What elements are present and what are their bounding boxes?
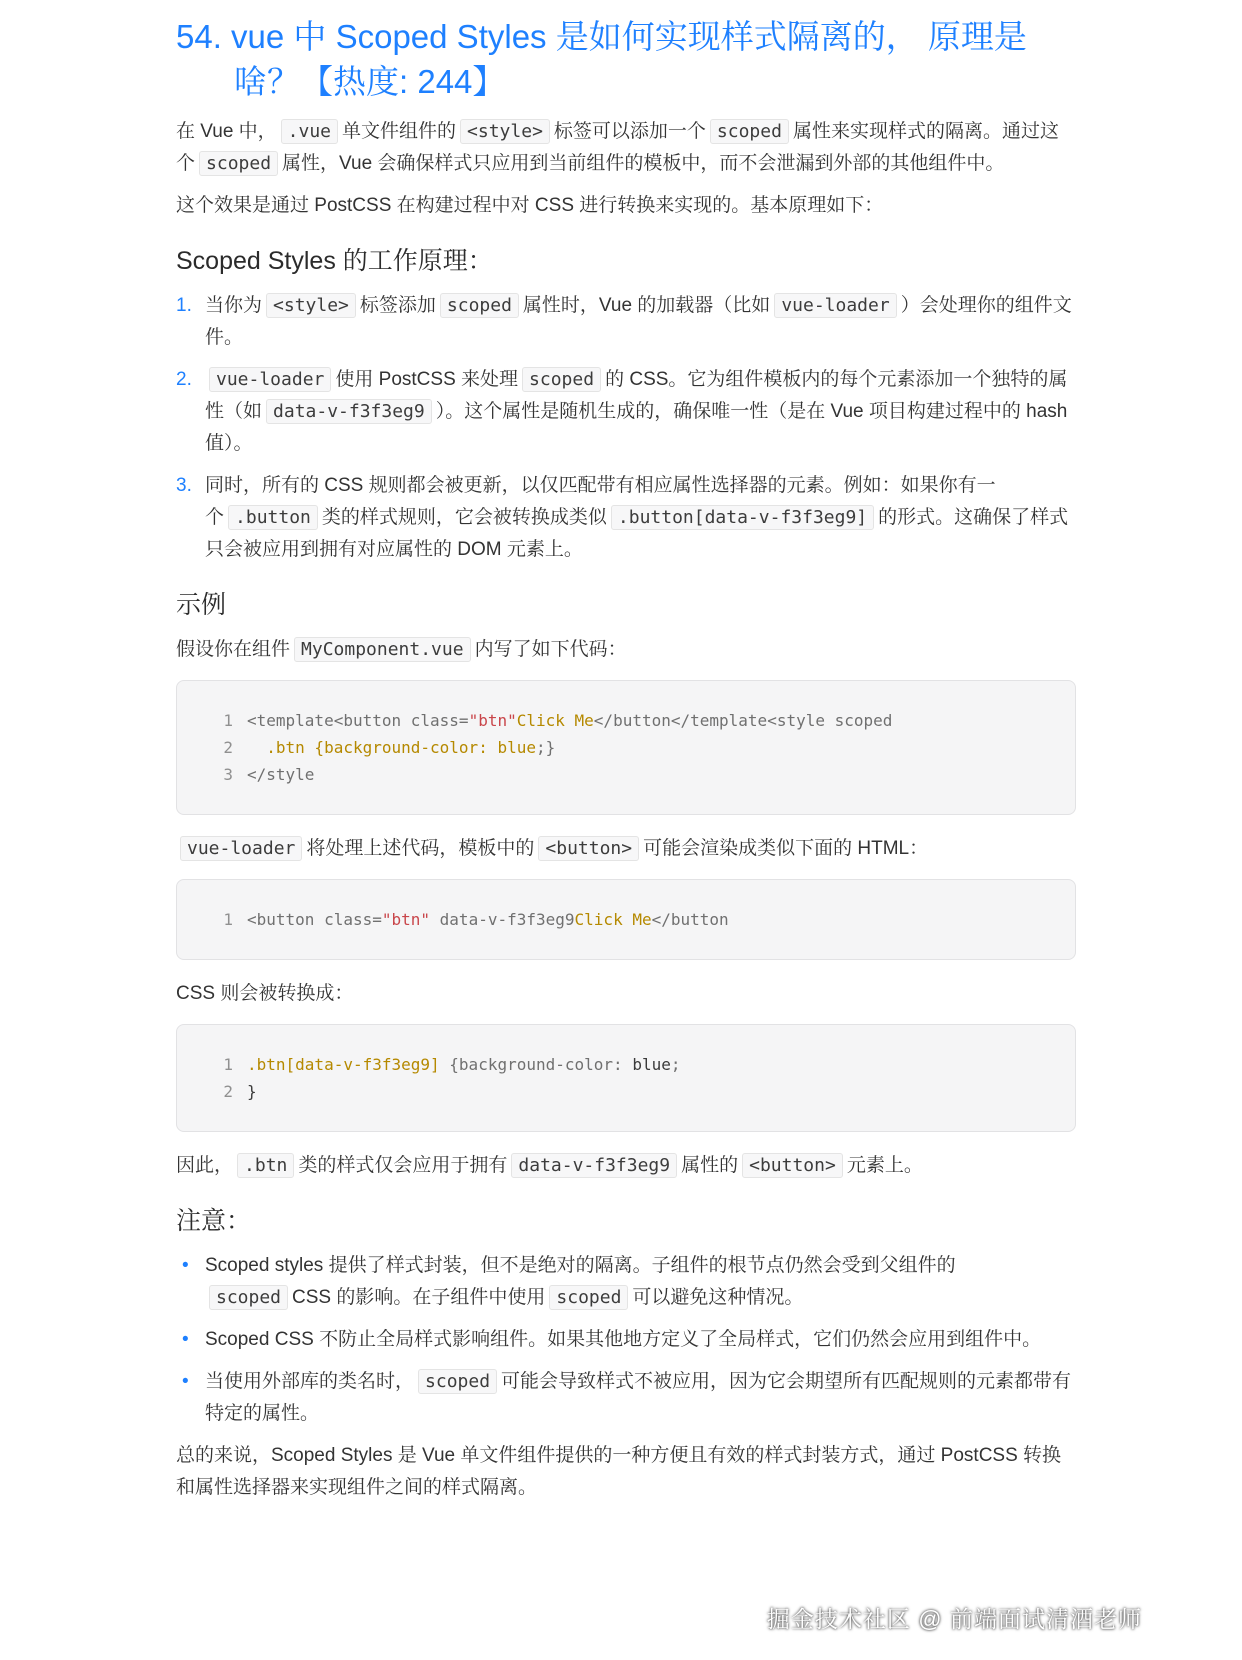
title-line-1: 54. vue 中 Scoped Styles 是如何实现样式隔离的， 原理是: [176, 18, 1027, 55]
inline-code: vue-loader: [209, 367, 331, 392]
inline-code: scoped: [522, 367, 601, 392]
intro-paragraph-2: 这个效果是通过 PostCSS 在构建过程中对 CSS 进行转换来实现的。基本原理如下：: [176, 195, 884, 216]
article: [176, 14, 1076, 1514]
code-line: [177, 906, 1075, 933]
code-text: Click Me: [516, 711, 594, 730]
list-number: 2.: [176, 369, 192, 390]
text: 属性时，Vue 的加载器（比如: [522, 295, 771, 316]
code-text: data-v-f3f3eg9: [430, 910, 575, 929]
code-text: ;: [670, 1055, 681, 1074]
code-block[interactable]: [176, 1024, 1076, 1132]
text: CSS 的影响。在子组件中使用: [292, 1287, 546, 1308]
text: Scoped styles 提供了样式封装，但不是绝对的隔离。子组件的根节点仍然会受到父组件的: [205, 1255, 956, 1276]
inline-code: <button>: [538, 836, 639, 861]
inline-code: MyComponent.vue: [294, 637, 471, 662]
code-text: <button class=: [247, 910, 382, 929]
inline-code: scoped: [199, 151, 278, 176]
code-text: ;}: [535, 738, 556, 757]
principle-heading: Scoped Styles 的工作原理：: [176, 247, 493, 275]
list-item: [176, 1250, 1076, 1314]
text: 在 Vue 中，: [176, 121, 277, 142]
text: 元素上。: [846, 1155, 923, 1176]
inline-code: scoped: [440, 293, 519, 318]
text: 内写了如下代码：: [474, 639, 627, 660]
text: 将处理上述代码，模板中的: [306, 838, 535, 859]
bullet-icon: •: [182, 1371, 189, 1392]
line-number: 1: [223, 910, 233, 929]
code-selector: .btn[data-v-f3f3eg9]: [247, 1055, 440, 1074]
inline-code: vue-loader: [774, 293, 896, 318]
code-text: .btn {background-color:: [247, 738, 498, 757]
list-item: [176, 1324, 1076, 1356]
css-paragraph: CSS 则会被转换成：: [176, 983, 354, 1004]
text: 可以避免这种情况。: [632, 1287, 804, 1308]
line-number: 2: [223, 738, 233, 757]
text: 可能会导致样式不被应用，因为它会期望所有匹配规则的元素都带有特定的属性。: [205, 1371, 1072, 1424]
code-line: [177, 1078, 1075, 1105]
text: 标签添加: [359, 295, 436, 316]
page-title: [176, 14, 1076, 104]
code-value: blue: [497, 738, 536, 757]
text: 属性的: [681, 1155, 739, 1176]
text: 标签可以添加一个: [553, 121, 706, 142]
text: ）会处理你的组件文件。: [205, 295, 1072, 348]
inline-code: vue-loader: [180, 836, 302, 861]
list-item: [176, 364, 1076, 460]
bullet-icon: •: [182, 1255, 189, 1276]
inline-code: scoped: [710, 119, 789, 144]
code-text: }: [247, 1082, 257, 1101]
code-text: </style: [247, 765, 315, 784]
text: 类的样式规则，它会被转换成类似: [321, 507, 607, 528]
text: 当使用外部库的类名时，: [205, 1371, 415, 1392]
inline-code: .btn: [237, 1153, 294, 1178]
title-line-2: 啥？【热度: 244】: [234, 63, 506, 100]
code-string: "btn": [381, 910, 431, 929]
inline-code: .button: [228, 505, 318, 530]
example-heading: 示例: [176, 591, 227, 619]
code-text: </button: [651, 910, 729, 929]
text: 因此，: [176, 1155, 234, 1176]
code-text: {background-color:: [439, 1055, 633, 1074]
text: ）。这个属性是随机生成的，确保唯一性（是在 Vue 项目构建过程中的 hash 值）。: [205, 401, 1068, 454]
text: 的形式。这确保了样式只会被应用到拥有对应属性的 DOM 元素上。: [205, 507, 1069, 560]
list-number: 3.: [176, 475, 192, 496]
inline-code: data-v-f3f3eg9: [511, 1153, 677, 1178]
code-string: "btn": [468, 711, 517, 730]
inline-code: scoped: [209, 1285, 288, 1310]
conclusion-paragraph: 总的来说，Scoped Styles 是 Vue 单文件组件提供的一种方便且有效的样式封装方式，通过 PostCSS 转换和属性选择器来实现组件之间的样式隔离。: [176, 1445, 1062, 1498]
code-value: blue: [632, 1055, 671, 1074]
text: 假设你在组件: [176, 639, 291, 660]
code-text: <template<button class=: [247, 711, 469, 730]
list-item: [176, 470, 1076, 566]
inline-code: <style>: [460, 119, 550, 144]
text: 同时，所有的 CSS 规则都会被更新，以仅匹配带有相应属性选择器的元素。例如：如果你有一个: [205, 475, 996, 528]
code-text: </button</template<style scoped: [593, 711, 893, 730]
code-line: [177, 707, 1075, 734]
notes-heading: 注意：: [176, 1207, 252, 1235]
inline-code: scoped: [549, 1285, 628, 1310]
line-number: 1: [223, 711, 233, 730]
code-line: [177, 761, 1075, 788]
code-line: [177, 1051, 1075, 1078]
list-number: 1.: [176, 295, 192, 316]
code-line: [177, 734, 1075, 761]
text: Scoped CSS 不防止全局样式影响组件。如果其他地方定义了全局样式，它们仍然会应用到组件中。: [205, 1329, 1042, 1350]
principle-list: [176, 290, 1076, 566]
code-text: Click Me: [574, 910, 652, 929]
text: 单文件组件的: [342, 121, 457, 142]
text: 的 CSS。它为组件模板内的每个元素添加一个独特的属性（如: [205, 369, 1068, 422]
list-item: [176, 290, 1076, 354]
line-number: 2: [223, 1082, 233, 1101]
text: 属性来实现样式的隔离。通过这个: [176, 121, 1059, 174]
bullet-icon: •: [182, 1329, 189, 1350]
intro-paragraph: [176, 116, 1076, 180]
text: 使用 PostCSS 来处理: [335, 369, 519, 390]
text: 当你为: [205, 295, 263, 316]
inline-code: .button[data-v-f3f3eg9]: [611, 505, 874, 530]
example-paragraph: [176, 634, 1076, 666]
inline-code: scoped: [418, 1369, 497, 1394]
render-paragraph: [176, 833, 1076, 865]
inline-code: .vue: [281, 119, 338, 144]
code-block[interactable]: [176, 879, 1076, 960]
list-item: [176, 1366, 1076, 1430]
line-number: 1: [223, 1055, 233, 1074]
code-block[interactable]: [176, 680, 1076, 815]
text: 可能会渲染成类似下面的 HTML：: [643, 838, 929, 859]
line-number: 3: [223, 765, 233, 784]
inline-code: <button>: [742, 1153, 843, 1178]
result-paragraph: [176, 1150, 1076, 1182]
notes-list: [176, 1250, 1076, 1430]
text: 类的样式仅会应用于拥有: [298, 1155, 508, 1176]
inline-code: data-v-f3f3eg9: [266, 399, 432, 424]
inline-code: <style>: [266, 293, 356, 318]
watermark: 掘金技术社区 @ 前端面试清酒老师: [766, 1606, 1142, 1632]
text: 属性，Vue 会确保样式只应用到当前组件的模板中，而不会泄漏到外部的其他组件中。: [282, 153, 1005, 174]
